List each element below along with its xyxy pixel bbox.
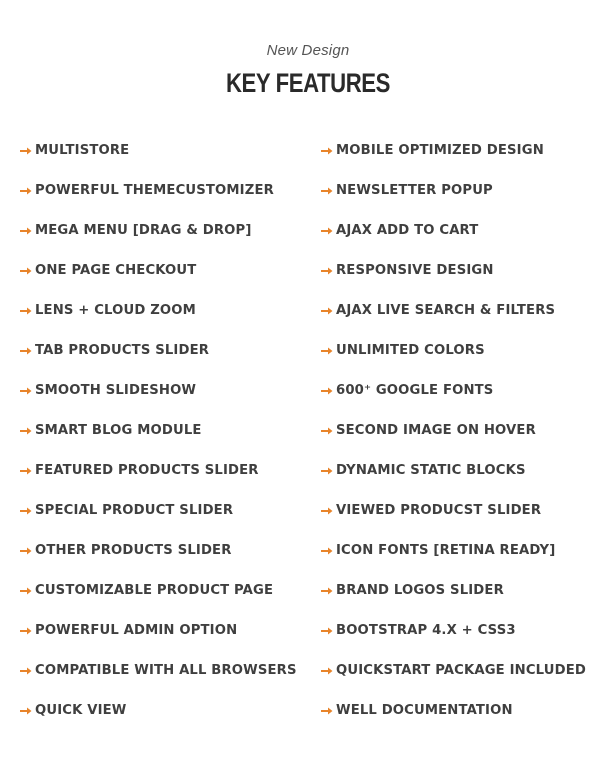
- feature-item: [20, 181, 297, 221]
- feature-label: AJAX ADD TO CART: [336, 223, 479, 238]
- feature-item: [20, 501, 297, 541]
- features-list-left: [20, 141, 297, 741]
- feature-item: [321, 501, 586, 541]
- feature-item: [20, 221, 297, 261]
- right-arrow-icon: [321, 541, 333, 561]
- feature-item: [321, 581, 586, 621]
- right-arrow-icon: [321, 661, 333, 681]
- feature-label: OTHER PRODUCTS SLIDER: [35, 543, 232, 558]
- feature-label: BRAND LOGOS SLIDER: [336, 583, 504, 598]
- feature-item: [20, 381, 297, 421]
- feature-label: AJAX LIVE SEARCH & FILTERS: [336, 303, 556, 318]
- feature-label: QUICKSTART PACKAGE INCLUDED: [336, 663, 586, 678]
- feature-item: [321, 701, 586, 741]
- feature-label: SMART BLOG MODULE: [35, 423, 202, 438]
- right-arrow-icon: [20, 181, 32, 201]
- feature-label: QUICK VIEW: [35, 703, 127, 718]
- right-arrow-icon: [321, 341, 333, 361]
- feature-label: ONE PAGE CHECKOUT: [35, 263, 197, 278]
- feature-item: [20, 701, 297, 741]
- feature-item: [20, 541, 297, 581]
- feature-item: [321, 301, 586, 341]
- right-arrow-icon: [20, 501, 32, 521]
- feature-item: [20, 341, 297, 381]
- feature-label: RESPONSIVE DESIGN: [336, 263, 494, 278]
- feature-item: [20, 661, 297, 701]
- feature-label: UNLIMITED COLORS: [336, 343, 485, 358]
- section-subtitle: New Design: [266, 42, 350, 59]
- section-title: KEY FEATURES: [225, 68, 391, 98]
- right-arrow-icon: [20, 661, 32, 681]
- right-arrow-icon: [321, 221, 333, 241]
- right-arrow-icon: [20, 581, 32, 601]
- features-list-right: [321, 141, 586, 741]
- right-arrow-icon: [20, 461, 32, 481]
- feature-item: [20, 581, 297, 621]
- right-arrow-icon: [321, 301, 333, 321]
- right-arrow-icon: [321, 141, 333, 161]
- right-arrow-icon: [20, 621, 32, 641]
- right-arrow-icon: [20, 421, 32, 441]
- feature-label: POWERFUL ADMIN OPTION: [35, 623, 238, 638]
- feature-label: FEATURED PRODUCTS SLIDER: [35, 463, 259, 478]
- right-arrow-icon: [20, 301, 32, 321]
- feature-label: DYNAMIC STATIC BLOCKS: [336, 463, 526, 478]
- right-arrow-icon: [321, 501, 333, 521]
- feature-label: POWERFUL THEMECUSTOMIZER: [35, 183, 274, 198]
- feature-item: [321, 421, 586, 461]
- feature-item: [321, 221, 586, 261]
- feature-item: [321, 261, 586, 301]
- feature-label: NEWSLETTER POPUP: [336, 183, 493, 198]
- right-arrow-icon: [321, 181, 333, 201]
- feature-label: COMPATIBLE WITH ALL BROWSERS: [35, 663, 297, 678]
- feature-item: [20, 301, 297, 341]
- feature-item: [321, 461, 586, 501]
- feature-item: [20, 141, 297, 181]
- feature-label: MOBILE OPTIMIZED DESIGN: [336, 143, 544, 158]
- right-arrow-icon: [321, 621, 333, 641]
- feature-label: TAB PRODUCTS SLIDER: [35, 343, 210, 358]
- feature-label: SECOND IMAGE ON HOVER: [336, 423, 536, 438]
- feature-label: VIEWED PRODUCST SLIDER: [336, 503, 542, 518]
- feature-item: [321, 341, 586, 381]
- feature-label: CUSTOMIZABLE PRODUCT PAGE: [35, 583, 274, 598]
- feature-label: MEGA MENU [DRAG & DROP]: [35, 223, 252, 238]
- feature-item: [20, 461, 297, 501]
- feature-item: [321, 181, 586, 221]
- right-arrow-icon: [20, 341, 32, 361]
- feature-label: MULTISTORE: [35, 143, 130, 158]
- right-arrow-icon: [20, 261, 32, 281]
- feature-item: [20, 421, 297, 461]
- feature-item: [321, 141, 586, 181]
- right-arrow-icon: [321, 581, 333, 601]
- right-arrow-icon: [20, 381, 32, 401]
- right-arrow-icon: [321, 381, 333, 401]
- right-arrow-icon: [20, 141, 32, 161]
- feature-label: ICON FONTS [RETINA READY]: [336, 543, 556, 558]
- feature-label: SMOOTH SLIDESHOW: [35, 383, 197, 398]
- feature-item: [321, 381, 586, 421]
- right-arrow-icon: [20, 701, 32, 721]
- feature-label: BOOTSTRAP 4.X + CSS3: [336, 623, 516, 638]
- feature-item: [321, 541, 586, 581]
- feature-label: WELL DOCUMENTATION: [336, 703, 513, 718]
- right-arrow-icon: [321, 421, 333, 441]
- feature-label: SPECIAL PRODUCT SLIDER: [35, 503, 234, 518]
- right-arrow-icon: [20, 221, 32, 241]
- right-arrow-icon: [20, 541, 32, 561]
- right-arrow-icon: [321, 461, 333, 481]
- feature-item: [20, 261, 297, 301]
- feature-item: [20, 621, 297, 661]
- right-arrow-icon: [321, 701, 333, 721]
- right-arrow-icon: [321, 261, 333, 281]
- feature-item: [321, 621, 586, 661]
- feature-label: 600⁺ GOOGLE FONTS: [336, 383, 494, 398]
- feature-label: LENS + CLOUD ZOOM: [35, 303, 196, 318]
- feature-item: [321, 661, 586, 701]
